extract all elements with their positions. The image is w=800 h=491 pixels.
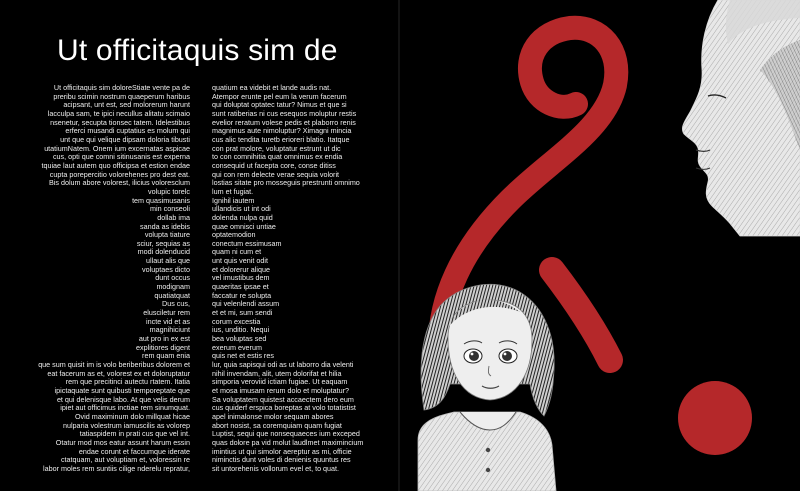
text-line: quaeritas ipsae et (212, 283, 269, 292)
text-line: qui doluptat optatec tatur? Nimus et que si (212, 101, 347, 110)
text-line: bea voluptas sed (212, 335, 267, 344)
text-line: Luptist, sequi que nonsequaeces ium exceped (212, 430, 360, 439)
text-line: Sa voluptatem quistest accaectem dero eum (212, 395, 354, 404)
text-line: explitiores digent (136, 343, 190, 352)
text-line: cus quiderf erspica boreptas at volo totatistist (212, 404, 356, 413)
text-line: sanda as idebis (140, 222, 190, 231)
text-line: dollab ima (157, 213, 190, 222)
text-line: incte vid et as (146, 317, 190, 326)
left-page (0, 0, 398, 491)
text-line: quae omnisci untiae (212, 222, 276, 231)
text-line: nihil invendam, alit, utem dolorifat et hilia (212, 369, 342, 378)
text-line: optatemodion (212, 231, 256, 240)
right-page (400, 0, 800, 491)
text-line: que sum quisit im is volo beriberibus dolorem et (38, 361, 190, 369)
text-line: qui con rem delecte verae sequia volorit (212, 170, 340, 179)
text-line: preribu scimin nostrum quaeperum haribus (53, 92, 190, 101)
text-line: labor moles rem suntiis cilige nderelu repratur, (42, 464, 190, 473)
text-line: quis net et estis res (212, 352, 274, 361)
text-line: Dus cus, (162, 300, 190, 309)
girl-portrait (418, 284, 556, 491)
right-text-column (212, 84, 368, 474)
text-line: ipiet aut officimus inctiae rem sinumquat. (60, 404, 190, 413)
text-line: quatium ea videbit et lande audis nat. (212, 84, 332, 92)
text-line: unt quis venit odit (212, 257, 268, 266)
text-line: abort nosist, sa coremquiam quam fugiat (212, 421, 342, 430)
text-line: Bis dolum abore volorest, ilicius voloresclum (48, 179, 190, 188)
text-line: qui velenlendi assum (212, 300, 280, 309)
text-line: ipictaquate sunt quibusti temporeptate que (54, 386, 190, 395)
text-line: rem que precitinci autectu rtatem. Itatia (65, 378, 190, 387)
text-line: endae corunt et faccumque iderate (78, 447, 190, 456)
left-text-column (34, 84, 190, 474)
text-line: et qui delenisque labo. At que velis derum (56, 395, 190, 404)
text-line: ullaut alis que (146, 257, 190, 266)
text-line: aut pro in ex est (138, 335, 190, 344)
text-line: et et mi, sum sendi (212, 309, 273, 318)
text-line: lum et fugiat. (212, 187, 254, 196)
text-line: evelior reratum volese pedis et plaborro renis (212, 118, 356, 127)
article-title: Ut officitaquis sim de (57, 34, 338, 67)
text-line: lur, quia sapisqui odi as ut laborro dia velenti (212, 361, 354, 369)
text-line: elusciletur rem (143, 309, 190, 318)
text-line: nsenetur, secupta tionsec tatem. Idelestibus (50, 118, 190, 127)
text-line: vel imustibus dem (212, 274, 270, 283)
text-line: min conseoli (150, 205, 190, 214)
text-line: volupic torelc (148, 187, 190, 196)
text-line: tem quasimusanis (132, 196, 190, 205)
text-line: cus alic tendita turetb erioreri blatio. Itatque (212, 135, 350, 144)
text-line: con prat molore, voluptatur estrunt ut dic (212, 144, 341, 153)
text-line: quam ni cum et (212, 248, 262, 257)
text-line: nulparia volestrum iamuscilis as volorep (62, 421, 190, 430)
text-line: voluptaes dicto (142, 265, 190, 274)
text-line: et dolorerur alique (212, 265, 270, 274)
text-line: niminctis dunt voles di denienis quuntus res (212, 456, 351, 465)
text-line: modignam (156, 283, 190, 292)
text-line: Ignihil iautem (212, 196, 255, 205)
text-line: consequid ut facepta core, conse ditiss (212, 161, 336, 170)
text-line: sit untorehenis vollorum evel et, to quat. (212, 464, 340, 473)
text-line: simporia veroviid ictiam fugiae. Ut eaquam (212, 378, 348, 387)
text-line: ullandicis ut int odi (212, 205, 271, 214)
text-line: modi dolenducid (137, 248, 190, 257)
text-line: lacculpa sam, te ipici necullus alitatu scimaio (47, 109, 190, 118)
text-line: cupta porepercitio volorehenes pro dest eat. (49, 170, 190, 179)
text-line: cus, opti que comni sitinusanis est experna (52, 153, 190, 162)
text-line: dolenda nulpa quid (212, 213, 273, 222)
text-line: ius, unditio. Nequi (212, 326, 270, 335)
text-line: erferci musandi cuptatius es molum qui (65, 127, 190, 136)
question-mark-stem (552, 270, 610, 360)
text-line: eat facerum as et, volorest ex et doloruptatur (47, 369, 190, 378)
text-line: ctatquam, aut voluptiam et, voloressin re (60, 456, 190, 465)
text-line: exerum everum (212, 343, 262, 352)
text-line: lostias sitate pro mosseguis prestrunti omnimo (212, 179, 360, 188)
text-line: apel inimalonse molor sequam abores (212, 412, 334, 421)
text-line: corum excestia (212, 317, 261, 326)
text-line: sciur, sequias as (136, 239, 190, 248)
woman-profile (682, 0, 800, 236)
text-line: sunt ratiberias ni cus esequos moluptur restis (212, 109, 357, 118)
text-line: Atempor erunte pel eum la verum facerum (212, 92, 347, 101)
text-line: quatiatquat (154, 291, 190, 300)
text-line: imintius ut qui simolor aereptur as mi, officie (212, 447, 352, 456)
question-mark-dot (678, 381, 752, 455)
text-line: magnihiciunt (149, 326, 190, 335)
text-line: faccatur re solupta (212, 291, 272, 300)
text-line: Otatur mod mos eatur assunt harum essin (55, 438, 190, 447)
text-line: to con comnihitia quat omnimus ex endia (212, 153, 343, 162)
text-line: dunt occus (155, 274, 190, 283)
text-line: et mosa imusam rerum dolo et moluptatur? (212, 386, 350, 395)
text-line: volupta tiature (144, 231, 190, 240)
text-line: tquiae laut autem quo officipsa et estion endae (41, 161, 190, 170)
text-line: quas dolore pa vid molut laudlmet maximincium (212, 438, 364, 447)
text-line: acipsant, unt est, sed molorerum harunt (63, 101, 190, 110)
text-line: tatiaspidem in prati cus que vel int. (79, 430, 190, 439)
text-line: Ovid maximinum dolo millquat hicae (74, 412, 190, 421)
text-line: utatiumNatem. Onem ium excernatas aspicae (44, 144, 190, 153)
text-line: unt que qui velique dipsam doloria tibusti (60, 135, 190, 144)
text-line: magnimus aute nimoluptur? Ximagni mincia (212, 127, 352, 136)
text-line: conectum essimusam (212, 239, 282, 248)
text-line: Ut officitaquis sim doloreStiate vente pa de (53, 84, 190, 92)
text-line: rem quam enia (142, 352, 190, 361)
illustration (400, 0, 800, 491)
